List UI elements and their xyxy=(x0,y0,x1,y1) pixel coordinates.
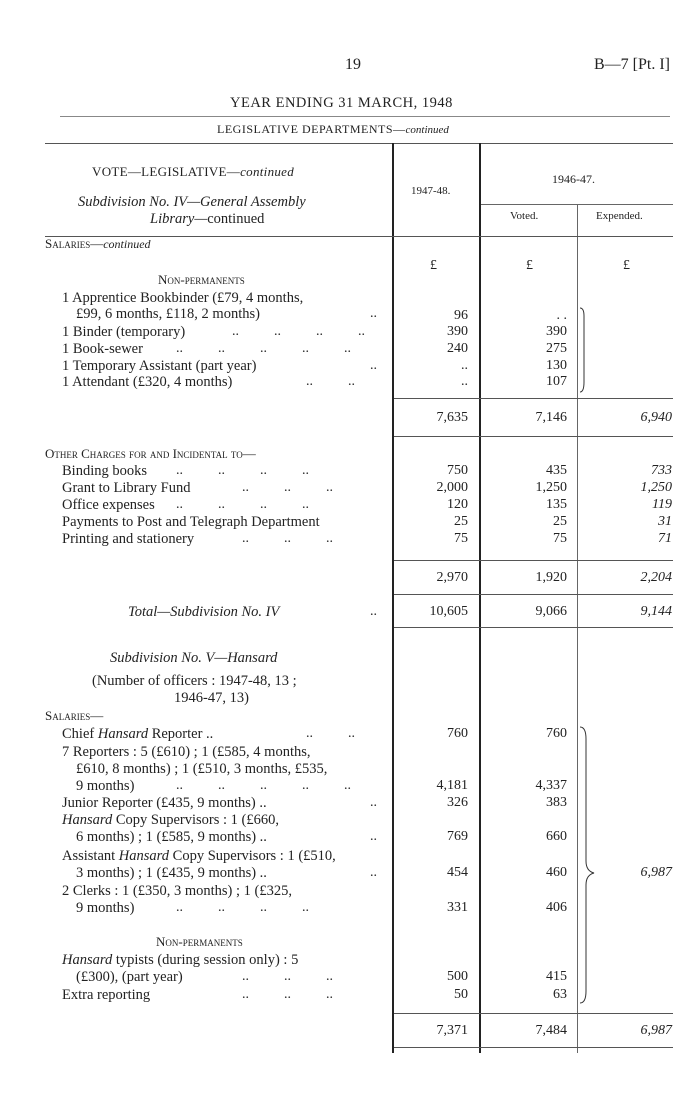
subtotal-expended: 9,144 xyxy=(640,604,672,619)
total-voted: 7,146 xyxy=(535,410,567,425)
hansard-row-label-cont: 6 months) ; 1 (£585, 9 months) .. xyxy=(76,829,267,845)
cell-1947-48: .. xyxy=(461,358,468,373)
officers-count-cont: 1946-47, 13) xyxy=(174,690,249,706)
cell-expended: 1,250 xyxy=(640,480,672,495)
cell-voted: 1,250 xyxy=(535,480,567,495)
leader-dots: .. .. xyxy=(306,374,355,389)
cell-voted: 390 xyxy=(546,324,567,339)
cell-voted: 460 xyxy=(546,865,567,880)
hansard-non-permanents-heading: Non-permanents xyxy=(156,934,243,949)
officers-count: (Number of officers : 1947-48, 13 ; xyxy=(92,673,297,689)
cell-voted: 107 xyxy=(546,374,567,389)
cell-1947-48: 331 xyxy=(447,900,468,915)
col-1947-48-header: 1947-48. xyxy=(411,185,451,197)
charge-row-label: Grant to Library Fund xyxy=(62,480,191,496)
total-1947-48: 7,635 xyxy=(436,410,468,425)
hansard-row-label: 7 Reporters : 5 (£610) ; 1 (£585, 4 months, xyxy=(62,744,311,760)
leader-dots: .. .. .. .. xyxy=(176,463,309,478)
col-expended-header: Expended. xyxy=(596,210,643,222)
cell-voted: 275 xyxy=(546,341,567,356)
cell-voted: . . xyxy=(556,308,567,323)
hansard-row-label-cont: £610, 8 months) ; 1 (£510, 3 months, £535, xyxy=(76,761,328,777)
vote-heading xyxy=(92,164,294,180)
cell-1947-48: 500 xyxy=(447,969,468,984)
salary-row-label: 1 Book-sewer xyxy=(62,341,143,357)
leader-dots: .. .. .. xyxy=(242,987,333,1002)
hansard-row-label-cont: 3 months) ; 1 (£435, 9 months) .. xyxy=(76,865,267,881)
hansard-np-row-label-cont: (£300), (part year) xyxy=(76,969,183,985)
salary-row-label: 1 Temporary Assistant (part year) xyxy=(62,358,257,374)
non-permanents-heading: Non-permanents xyxy=(158,272,245,287)
cell-1947-48: 454 xyxy=(447,865,468,880)
vote-heading-cont: continued xyxy=(240,164,295,179)
rule xyxy=(394,627,673,628)
cell-voted: 435 xyxy=(546,463,567,478)
brace-icon xyxy=(578,725,600,1005)
other-charges-heading: Other Charges for and Incidental to— xyxy=(45,446,256,461)
subdivision-heading-line2 xyxy=(150,211,264,227)
cell-1947-48: 2,000 xyxy=(436,480,468,495)
rule xyxy=(394,436,673,437)
currency-symbol: £ xyxy=(623,258,630,273)
charge-row-label: Printing and stationery xyxy=(62,531,195,547)
rule xyxy=(394,594,673,595)
hansard-row-label: Chief Hansard Reporter .. xyxy=(62,726,214,742)
cell-1947-48: 769 xyxy=(447,829,468,844)
bracket-total-expended: 6,987 xyxy=(640,865,672,880)
leader-dots: .. .. .. .. .. xyxy=(176,341,351,356)
cell-voted: 75 xyxy=(553,531,567,546)
subtotal-label: Total—Subdivision No. IV xyxy=(128,604,280,620)
cell-1947-48: 50 xyxy=(454,987,468,1002)
hansard-np-row-label xyxy=(62,952,298,968)
leader-dots: .. .. .. .. .. xyxy=(176,778,351,793)
cell-expended: 31 xyxy=(658,514,672,529)
cell-expended: 71 xyxy=(658,531,672,546)
leader-dots: .. xyxy=(370,795,377,810)
department-title-text: LEGISLATIVE DEPARTMENTS— xyxy=(217,122,406,136)
currency-symbol: £ xyxy=(430,258,437,273)
hansard-heading: Subdivision No. V—Hansard xyxy=(110,650,278,666)
cell-voted: 415 xyxy=(546,969,567,984)
rule xyxy=(394,560,673,561)
cell-voted: 383 xyxy=(546,795,567,810)
cell-1947-48: 750 xyxy=(447,463,468,478)
leader-dots: .. .. .. xyxy=(242,531,333,546)
cell-voted: 4,337 xyxy=(535,778,567,793)
cell-1947-48: 390 xyxy=(447,324,468,339)
charge-row-label: Payments to Post and Telegraph Department xyxy=(62,514,320,530)
column-rule xyxy=(392,143,394,1053)
cell-voted: 25 xyxy=(553,514,567,529)
leader-dots: .. .. .. .. xyxy=(232,324,365,339)
cell-1947-48: .. xyxy=(461,374,468,389)
cell-1947-48: 326 xyxy=(447,795,468,810)
cell-1947-48: 120 xyxy=(447,497,468,512)
salary-row-label: 1 Binder (temporary) xyxy=(62,324,186,340)
total-expended: 6,940 xyxy=(640,410,672,425)
total-expended: 6,987 xyxy=(640,1023,672,1038)
cell-1947-48: 760 xyxy=(447,726,468,741)
hansard-np-row-label: Extra reporting xyxy=(62,987,151,1003)
cell-1947-48: 96 xyxy=(454,308,468,323)
cell-1947-48: 75 xyxy=(454,531,468,546)
total-voted: 1,920 xyxy=(535,570,567,585)
col-1946-47-header: 1946-47. xyxy=(552,172,595,186)
currency-symbol: £ xyxy=(526,258,533,273)
leader-dots: .. xyxy=(370,604,377,619)
hansard-word: Hansard xyxy=(62,952,113,968)
cell-expended: 119 xyxy=(652,497,672,512)
rule xyxy=(394,1013,673,1014)
document-reference: B—7 [Pt. I] xyxy=(594,56,670,73)
rule xyxy=(481,204,673,205)
rule xyxy=(394,398,673,399)
subdivision-heading-line2-cont: continued xyxy=(207,211,265,227)
hansard-row-label: 2 Clerks : 1 (£350, 3 months) ; 1 (£325, xyxy=(62,883,292,899)
salary-row-label-cont: £99, 6 months, £118, 2 months) xyxy=(76,306,260,322)
leader-dots: .. .. xyxy=(306,726,355,741)
cell-voted: 130 xyxy=(546,358,567,373)
salaries-heading-cont: continued xyxy=(103,237,151,251)
cell-voted: 660 xyxy=(546,829,567,844)
leader-dots: .. .. .. .. xyxy=(176,900,309,915)
hansard-row-label-cont: 9 months) xyxy=(76,900,135,916)
salary-row-label: 1 Apprentice Bookbinder (£79, 4 months, xyxy=(62,290,304,306)
rule xyxy=(394,1047,673,1048)
hansard-row-label: Hansard Copy Supervisors : 1 (£660, xyxy=(62,812,279,828)
subdivision-heading-line2-text: Library— xyxy=(150,211,208,227)
column-rule xyxy=(479,143,481,1053)
cell-voted: 63 xyxy=(553,987,567,1002)
charge-row-label: Binding books xyxy=(62,463,147,479)
cell-1947-48: 25 xyxy=(454,514,468,529)
year-title: YEAR ENDING 31 MARCH, 1948 xyxy=(230,95,453,111)
salary-row-label: 1 Attendant (£320, 4 months) xyxy=(62,374,233,390)
cell-voted: 135 xyxy=(546,497,567,512)
page-number: 19 xyxy=(345,56,361,73)
cell-expended: 733 xyxy=(651,463,672,478)
col-voted-header: Voted. xyxy=(510,210,539,222)
charge-row-label: Office expenses xyxy=(62,497,155,513)
cell-voted: 760 xyxy=(546,726,567,741)
total-1947-48: 7,371 xyxy=(436,1023,468,1038)
total-voted: 7,484 xyxy=(535,1023,567,1038)
cell-voted: 406 xyxy=(546,900,567,915)
leader-dots: .. xyxy=(370,865,377,880)
hansard-salaries-heading: Salaries— xyxy=(45,708,104,723)
hansard-row-label: Junior Reporter (£435, 9 months) .. xyxy=(62,795,267,811)
salaries-heading-text: Salaries— xyxy=(45,236,104,251)
department-title xyxy=(217,122,449,137)
leader-dots: .. .. .. xyxy=(242,969,333,984)
leader-dots: .. xyxy=(370,306,377,321)
vote-heading-text: VOTE—LEGISLATIVE— xyxy=(92,164,241,179)
total-1947-48: 2,970 xyxy=(436,570,468,585)
leader-dots: .. xyxy=(370,358,377,373)
hansard-row-label-cont: 9 months) xyxy=(76,778,135,794)
salaries-heading xyxy=(45,236,151,252)
rule xyxy=(60,116,670,117)
hansard-row-label: Assistant Hansard Copy Supervisors : 1 (£510, xyxy=(62,848,336,864)
subtotal-voted: 9,066 xyxy=(535,604,567,619)
cell-1947-48: 240 xyxy=(447,341,468,356)
leader-dots: .. .. .. .. xyxy=(176,497,309,512)
leader-dots: .. .. .. xyxy=(242,480,333,495)
leader-dots: .. xyxy=(370,829,377,844)
subdivision-heading-line1: Subdivision No. IV—General Assembly xyxy=(78,194,306,210)
subtotal-1947-48: 10,605 xyxy=(429,604,468,619)
cell-1947-48: 4,181 xyxy=(436,778,468,793)
brace-icon xyxy=(578,306,590,394)
department-title-cont: continued xyxy=(405,124,449,136)
rule xyxy=(45,143,673,144)
hansard-np-row-label-rest: typists (during session only) : 5 xyxy=(112,952,299,968)
total-expended: 2,204 xyxy=(640,570,672,585)
